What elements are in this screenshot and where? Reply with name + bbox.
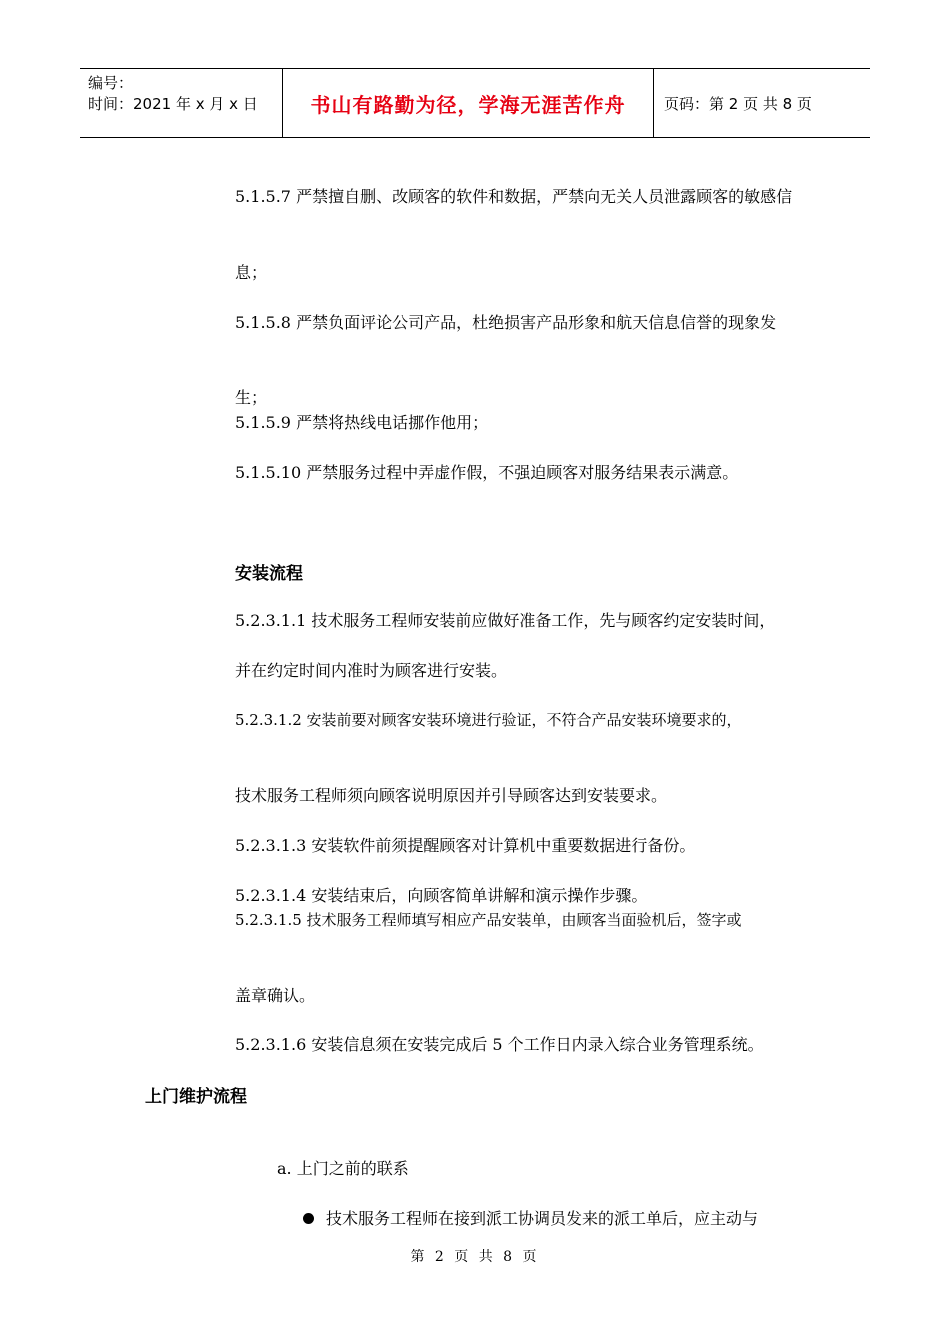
header-meta bbox=[80, 69, 282, 137]
clause-5-1-5-7-cont: 息； bbox=[235, 263, 268, 282]
clause-5-2-3-1-2-cont: 技术服务工程师须向顾客说明原因并引导顾客达到安装要求。 bbox=[235, 786, 668, 805]
page-footer: 第 2 页 共 8 页 bbox=[410, 1249, 540, 1265]
clause-5-2-3-1-6: 5.2.3.1.6 安装信息须在安装完成后 5 个工作日内录入综合业务管理系统。 bbox=[235, 1035, 764, 1054]
header-motto: 书山有路勤为径，学海无涯苦作舟 bbox=[282, 69, 654, 137]
clause-5-2-3-1-1: 5.2.3.1.1 技术服务工程师安装前应做好准备工作，先与顾客约定安装时间， bbox=[235, 611, 776, 630]
clause-5-1-5-7: 5.1.5.7 严禁擅自删、改顾客的软件和数据，严禁向无关人员泄露顾客的敏感信 bbox=[235, 187, 793, 206]
document-number: 编号： bbox=[88, 74, 134, 92]
clause-5-2-3-1-2: 5.2.3.1.2 安装前要对顾客安装环境进行验证，不符合产品安装环境要求的， bbox=[235, 711, 742, 729]
clause-5-2-3-1-1-cont: 并在约定时间内准时为顾客进行安装。 bbox=[235, 661, 508, 680]
clause-5-1-5-10: 5.1.5.10 严禁服务过程中弄虚作假，不强迫顾客对服务结果表示满意。 bbox=[235, 463, 739, 482]
bullet-dot-icon bbox=[303, 1213, 314, 1224]
header-page-info: 页码：第 2 页 共 8 页 bbox=[664, 94, 812, 113]
section-heading-onsite: 上门维护流程 bbox=[145, 1087, 247, 1107]
document-date: 时间：2021 年 x 月 x 日 bbox=[88, 95, 258, 113]
clause-5-2-3-1-5-cont: 盖章确认。 bbox=[235, 986, 316, 1005]
page-header bbox=[80, 68, 870, 138]
bullet-text: 技术服务工程师在接到派工协调员发来的派工单后，应主动与 bbox=[326, 1209, 759, 1228]
clause-5-1-5-8: 5.1.5.8 严禁负面评论公司产品，杜绝损害产品形象和航天信息信誉的现象发 bbox=[235, 313, 777, 332]
clause-5-2-3-1-3: 5.2.3.1.3 安装软件前须提醒顾客对计算机中重要数据进行备份。 bbox=[235, 836, 696, 855]
clause-5-2-3-1-4: 5.2.3.1.4 安装结束后，向顾客简单讲解和演示操作步骤。 bbox=[235, 886, 648, 905]
section-heading-install: 安装流程 bbox=[235, 564, 303, 584]
clause-5-1-5-8-cont: 生； bbox=[235, 388, 268, 407]
subsection-a: a. 上门之前的联系 bbox=[277, 1159, 409, 1178]
bullet-item bbox=[303, 1206, 823, 1231]
clause-5-1-5-9: 5.1.5.9 严禁将热线电话挪作他用； bbox=[235, 413, 489, 432]
clause-5-2-3-1-5: 5.2.3.1.5 技术服务工程师填写相应产品安装单，由顾客当面验机后，签字或 bbox=[235, 911, 742, 929]
